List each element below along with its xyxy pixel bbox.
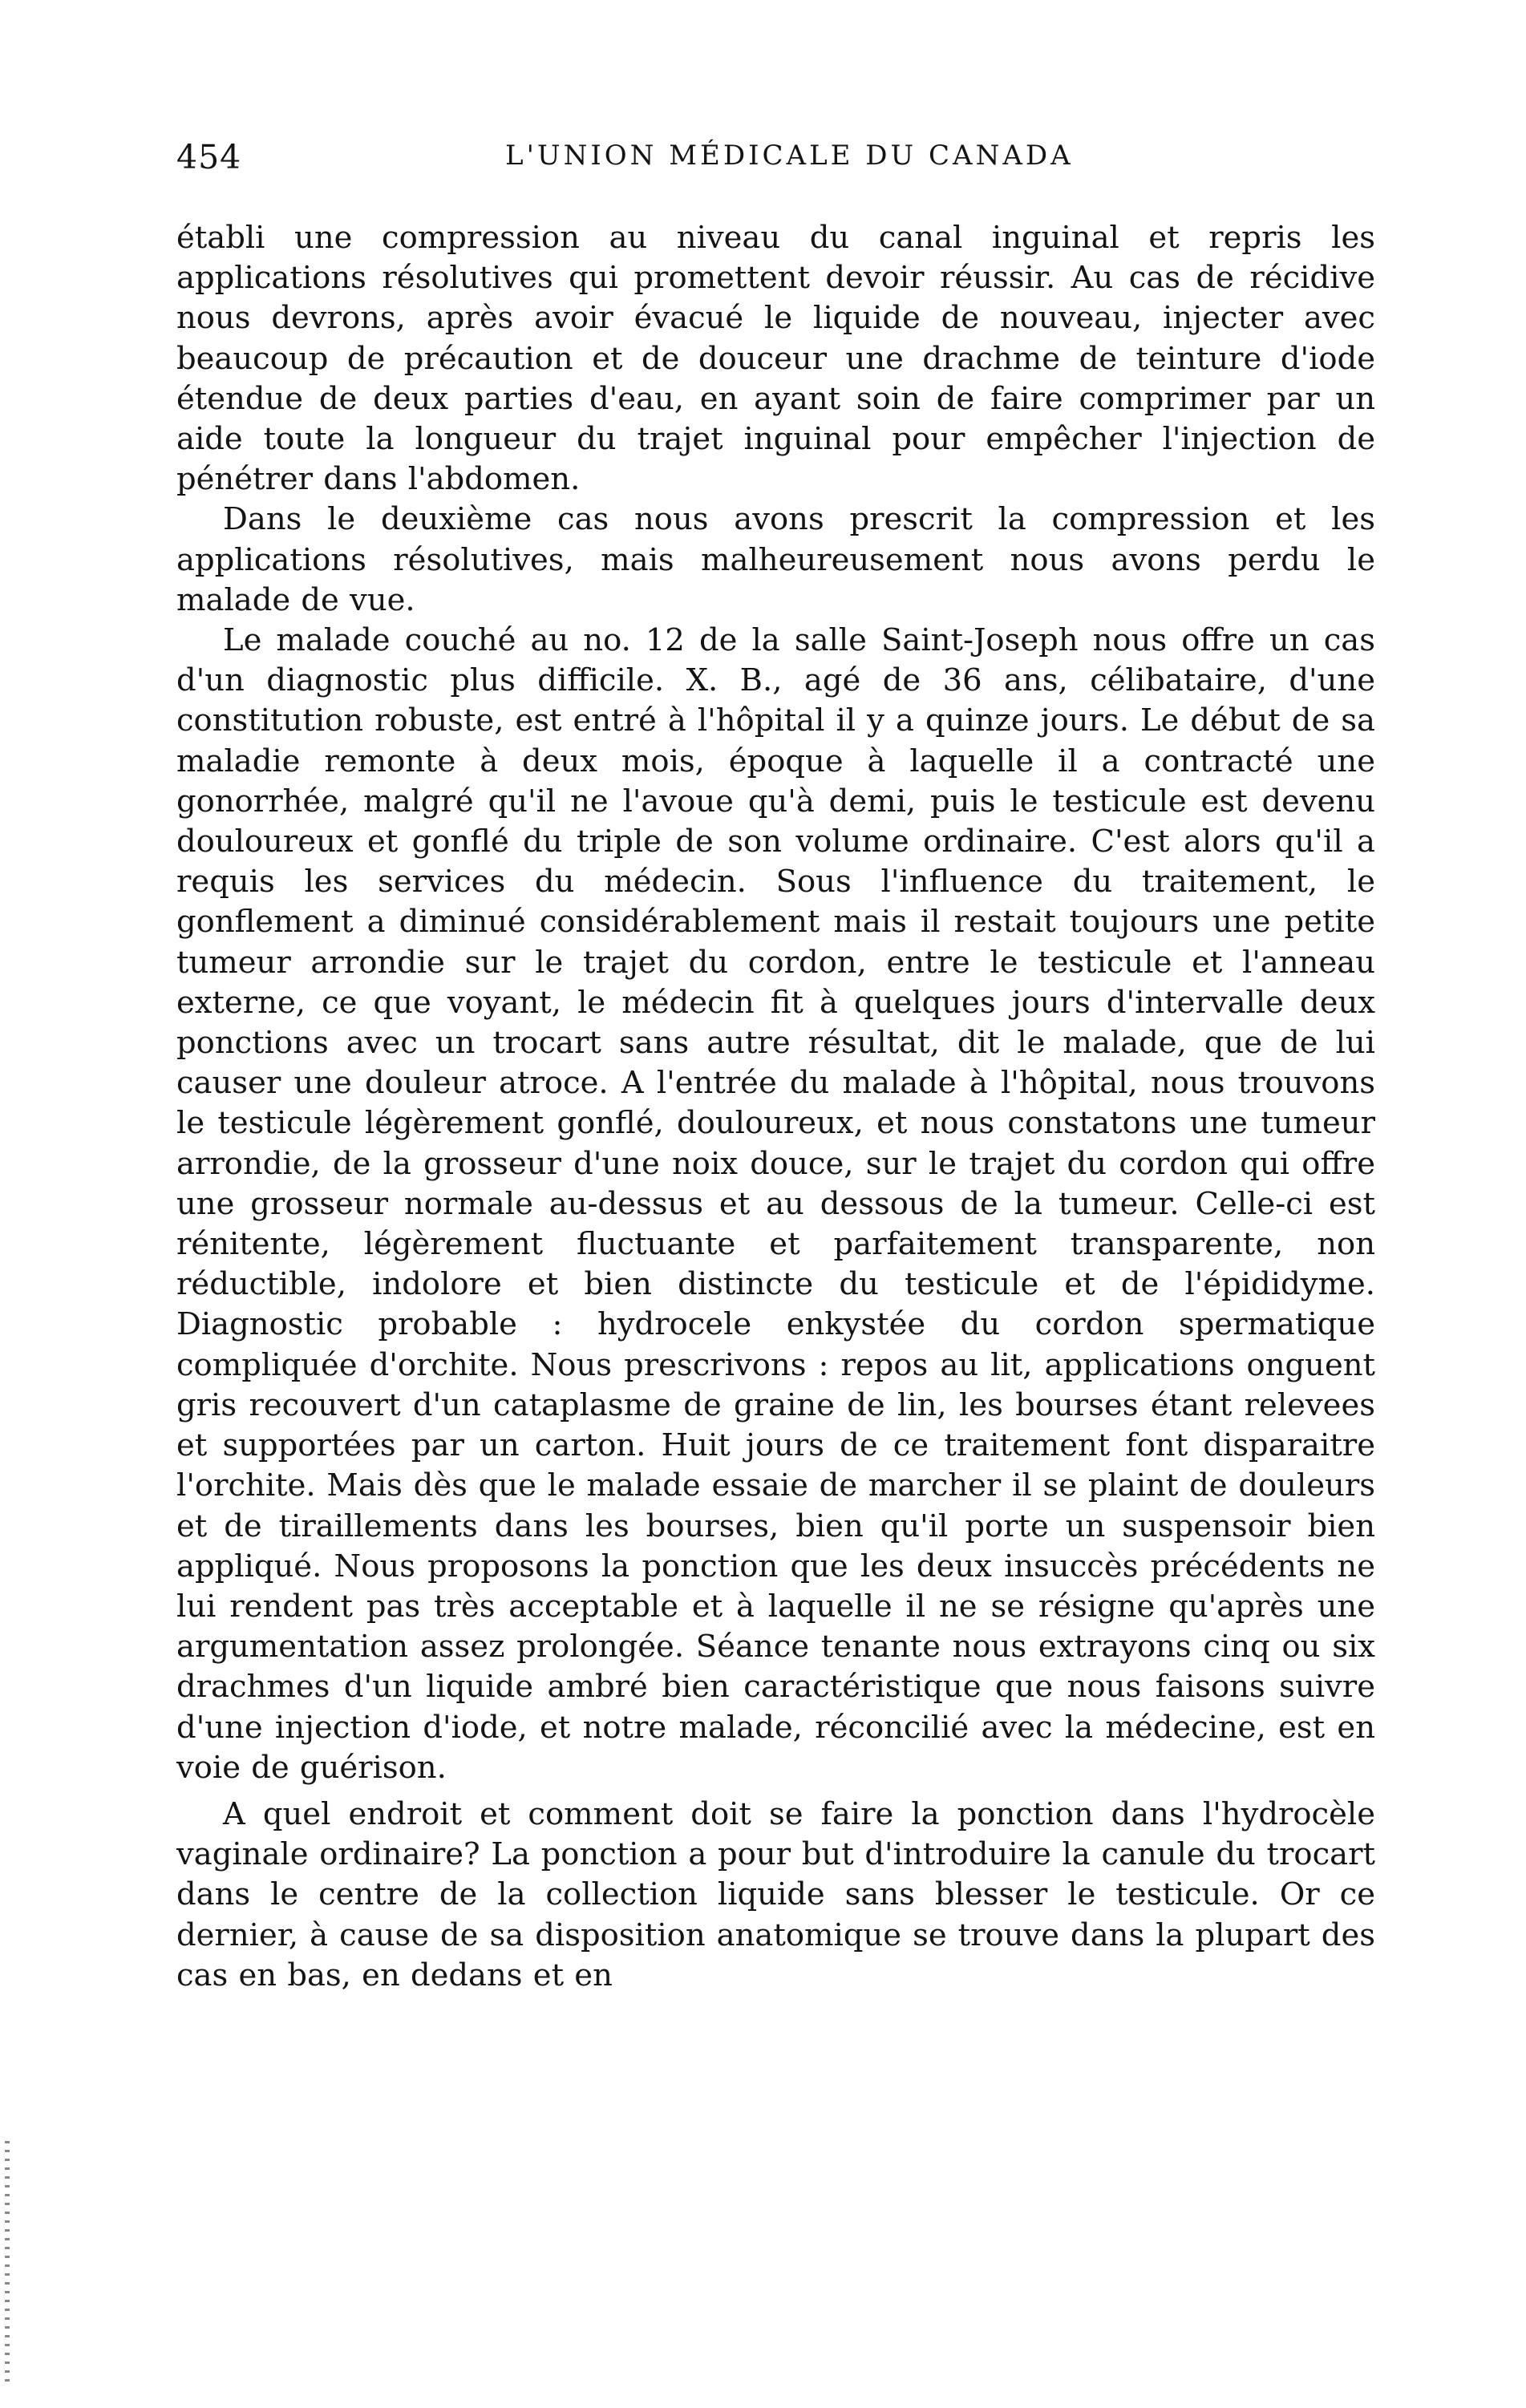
body-text bbox=[176, 218, 1375, 1996]
paragraph-puncture-question: A quel endroit et comment doit se faire la ponction dans l'hydrocèle vaginale ordinaire? La ponction a pour but d'introduire la canule du trocart dans le centre de la collection liquide sans blesser le testicule. Or ce dernier, à cause de sa disposition anatomique se trouve dans la plupart des cas en bas, en dedans et en bbox=[176, 1795, 1375, 1993]
paragraph-second-case: Dans le deuxième cas nous avons prescrit la compression et les applications résolutives, mais malheureusement nous avons perdu le malade de vue. bbox=[176, 501, 1375, 618]
binding-edge-marks bbox=[5, 2141, 10, 2382]
page-number: 454 bbox=[176, 138, 242, 176]
journal-title: L'UNION MÉDICALE DU CANADA bbox=[505, 140, 1074, 172]
paragraph-continuation: établi une compression au niveau du canal inguinal et repris les applications résolutives qui promettent devoir réussir. Au cas de récidive nous devrons, après avoir évacué le liquide de nouveau, injecter avec beaucoup de précaution et de douceur une drachme de teinture d'iode étendue de deux parties d'eau, en ayant soin de faire comprimer par un aide toute la longueur du trajet inguinal pour empêcher l'injection de pénétrer dans l'abdomen. bbox=[176, 220, 1375, 498]
paragraph-case-report: Le malade couché au no. 12 de la salle Saint-Joseph nous offre un cas d'un diagnostic plus difficile. X. B., agé de 36 ans, célibataire, d'une constitution robuste, est entré à l'hôpital il y a quinze jours. Le début de sa maladie remonte à deux mois, époque à laquelle il a contracté une gonorrhée, malgré qu'il ne l'avoue qu'à demi, puis le testicule est devenu douloureux et gonflé du triple de son volume ordinaire. C'est alors qu'il a requis les services du médecin. Sous l'influence du traitement, le gonflement a diminué considérablement mais il restait toujours une petite tumeur arrondie sur le trajet du cordon, entre le testicule et l'anneau externe, ce que voyant, le médecin fit à quelques jours d'intervalle deux ponctions avec un trocart sans autre résultat, dit le malade, que de lui causer une douleur atroce. A l'entrée du malade à l'hôpital, nous trouvons le testicule légèrement gonflé, douloureux, et nous constatons une tumeur arrondie, de la grosseur d'une noix douce, sur le trajet du cordon qui offre une grosseur normale au-dessus et au dessous de la tumeur. Celle-ci est rénitente, légèrement fluctuante et parfaitement transparente, non réductible, indolore et bien distincte du testicule et de l'épididyme. Diagnostic probable : hydrocele enkystée du cordon spermatique compliquée d'orchite. Nous prescrivons : repos au lit, applications onguent gris recouvert d'un cataplasme de graine de lin, les bourses étant relevees et supportées par un carton. Huit jours de ce traitement font disparaitre l'orchite. Mais dès que le malade essaie de marcher il se plaint de douleurs et de tiraillements dans les bourses, bien qu'il porte un suspensoir bien appliqué. Nous proposons la ponction que les deux insuccès précédents ne lui rendent pas très acceptable et à laquelle il ne se résigne qu'après une argumentation assez prolongée. Séance tenante nous extrayons cinq ou six drachmes d'un liquide ambré bien caractéristique que nous faisons suivre d'une injection d'iode, et notre malade, réconcilié avec la médecine, est en voie de guérison. bbox=[176, 622, 1375, 1786]
running-head bbox=[176, 138, 1375, 186]
